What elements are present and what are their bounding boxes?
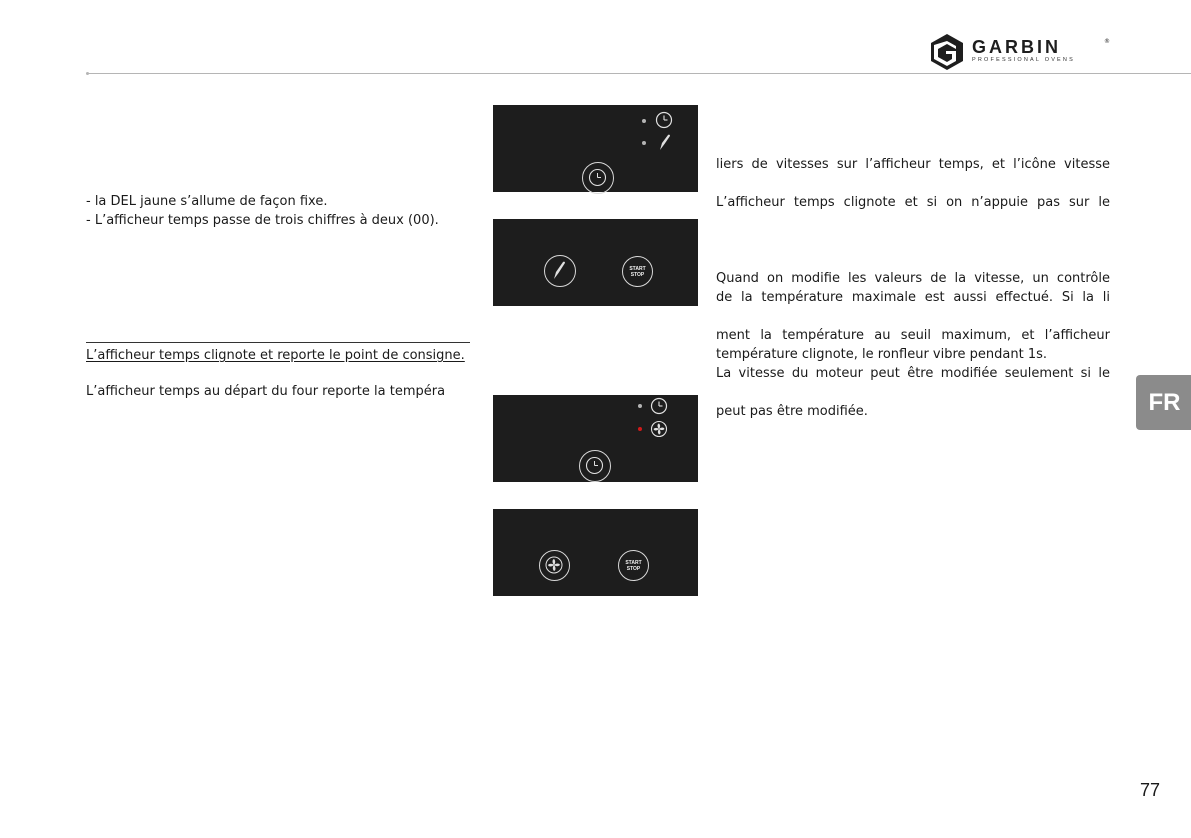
underlined-heading: L’afficheur temps clignote et reporte le point de consigne. — [86, 348, 465, 363]
language-tab — [1136, 375, 1191, 430]
start-stop-button[interactable] — [618, 550, 649, 581]
registered-mark: ® — [1104, 38, 1110, 45]
garbin-logo — [928, 33, 1108, 71]
bullet-led-yellow: - la DEL jaune s’allume de façon fixe. — [86, 194, 328, 209]
section-divider — [86, 342, 470, 343]
control-panel-1 — [493, 105, 698, 192]
right-text-line: La vitesse du moteur peut être modifiée seulement si le — [716, 366, 1110, 381]
brand-name: GARBIN — [972, 37, 1061, 57]
clock-icon — [580, 451, 609, 480]
right-text-line: liers de vitesses sur l’afficheur temps, et l’icône vitesse — [716, 157, 1110, 172]
clock-icon — [650, 397, 668, 415]
language-tab-label: FR — [1148, 389, 1181, 416]
start-stop-label: START STOP — [629, 265, 646, 278]
right-text-line: Quand on modifie les valeurs de la vitesse, un contrôle — [716, 271, 1110, 286]
garbin-logo-icon — [928, 33, 966, 71]
control-panel-4 — [493, 509, 698, 596]
led-indicator — [642, 141, 646, 145]
control-panel-3 — [493, 395, 698, 482]
led-indicator — [642, 119, 646, 123]
right-text-line: L’afficheur temps clignote et si on n’appuie pas sur le — [716, 195, 1110, 210]
right-text-line: ment la température au seuil maximum, et l’afficheur — [716, 328, 1110, 343]
clock-icon — [583, 163, 612, 192]
clock-icon — [655, 111, 673, 129]
timer-button[interactable] — [579, 450, 611, 482]
led-indicator — [638, 404, 642, 408]
fan-icon — [650, 420, 668, 438]
led-indicator-active — [638, 427, 642, 431]
left-paragraph: L’afficheur temps au départ du four reporte la tempéra — [86, 384, 446, 399]
page-number: 77 — [1140, 780, 1161, 800]
core-probe-icon — [545, 256, 574, 285]
control-panel-2 — [493, 219, 698, 306]
timer-button[interactable] — [582, 162, 614, 194]
fan-button[interactable] — [539, 550, 570, 581]
start-stop-label: START STOP — [625, 559, 642, 572]
start-stop-button[interactable] — [622, 256, 653, 287]
core-probe-icon — [657, 133, 673, 151]
core-probe-button[interactable] — [544, 255, 576, 287]
fan-icon — [540, 551, 568, 579]
brand-tagline: PROFESSIONAL OVENS — [972, 57, 1075, 63]
right-text-line: peut pas être modifiée. — [716, 404, 868, 419]
right-text-line: de la température maximale est aussi effectué. Si la li — [716, 290, 1110, 305]
right-text-line: température clignote, le ronfleur vibre pendant 1s. — [716, 347, 1048, 362]
bullet-time-display: - L’afficheur temps passe de trois chiffres à deux (00). — [86, 213, 439, 228]
header-rule — [88, 73, 1191, 74]
